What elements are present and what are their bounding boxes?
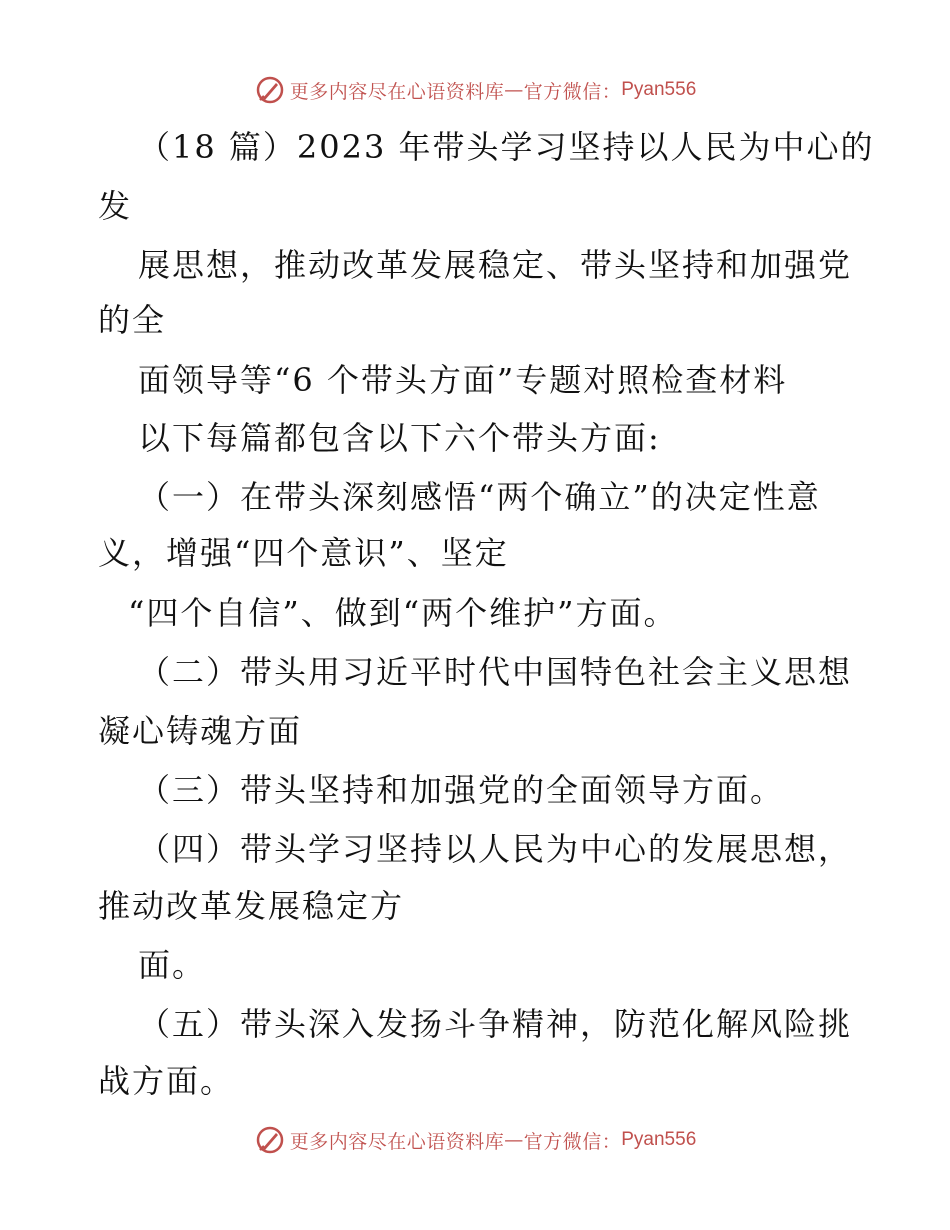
title-line-3: 展思想，推动改革发展稳定、带头坚持和加强党 xyxy=(138,246,853,284)
item-2-line-1: （二）带头用习近平时代中国特色社会主义思想 xyxy=(138,653,853,691)
item-4-line-2: 推动改革发展稳定方 xyxy=(98,887,405,925)
promo-text: 更多内容尽在心语资料库 xyxy=(289,1130,505,1153)
wechat-id: Pyan556 xyxy=(621,1129,697,1150)
title-line-2: 发 xyxy=(98,187,133,225)
item-4-line-3: 面。 xyxy=(138,946,207,984)
banner-dash: — xyxy=(504,1129,524,1151)
title-line-5: 面领导等“6 个带头方面”专题对照检查材料 xyxy=(138,361,788,399)
quill-logo-icon xyxy=(254,74,286,106)
wechat-label: 官方微信： xyxy=(523,80,622,103)
item-1-line-1: （一）在带头深刻感悟“两个确立”的决定性意 xyxy=(138,478,821,516)
item-2-line-2: 凝心铸魂方面 xyxy=(98,712,303,750)
quill-logo-icon xyxy=(254,1124,286,1156)
item-5-line-1: （五）带头深入发扬斗争精神，防范化解风险挑 xyxy=(138,1005,853,1043)
item-3-line: （三）带头坚持和加强党的全面领导方面。 xyxy=(138,771,785,809)
footer-watermark-banner xyxy=(0,1120,950,1160)
item-5-line-2: 战方面。 xyxy=(98,1062,235,1100)
wechat-id: Pyan556 xyxy=(621,79,697,100)
intro-line: 以下每篇都包含以下六个带头方面: xyxy=(138,419,661,457)
header-watermark-banner xyxy=(0,70,950,110)
title-line-4: 的全 xyxy=(98,301,167,339)
banner-dash: — xyxy=(504,79,524,101)
item-1-line-2: 义，增强“四个意识”、坚定 xyxy=(98,534,509,572)
item-4-line-1: （四）带头学习坚持以人民为中心的发展思想， xyxy=(138,830,853,868)
promo-text: 更多内容尽在心语资料库 xyxy=(289,80,505,103)
title-line-1: （18 篇）2023 年带头学习坚持以人民为中心的 xyxy=(138,128,875,166)
item-1-line-3: “四个自信”、做到“两个维护”方面。 xyxy=(128,594,678,632)
wechat-label: 官方微信： xyxy=(523,1130,622,1153)
